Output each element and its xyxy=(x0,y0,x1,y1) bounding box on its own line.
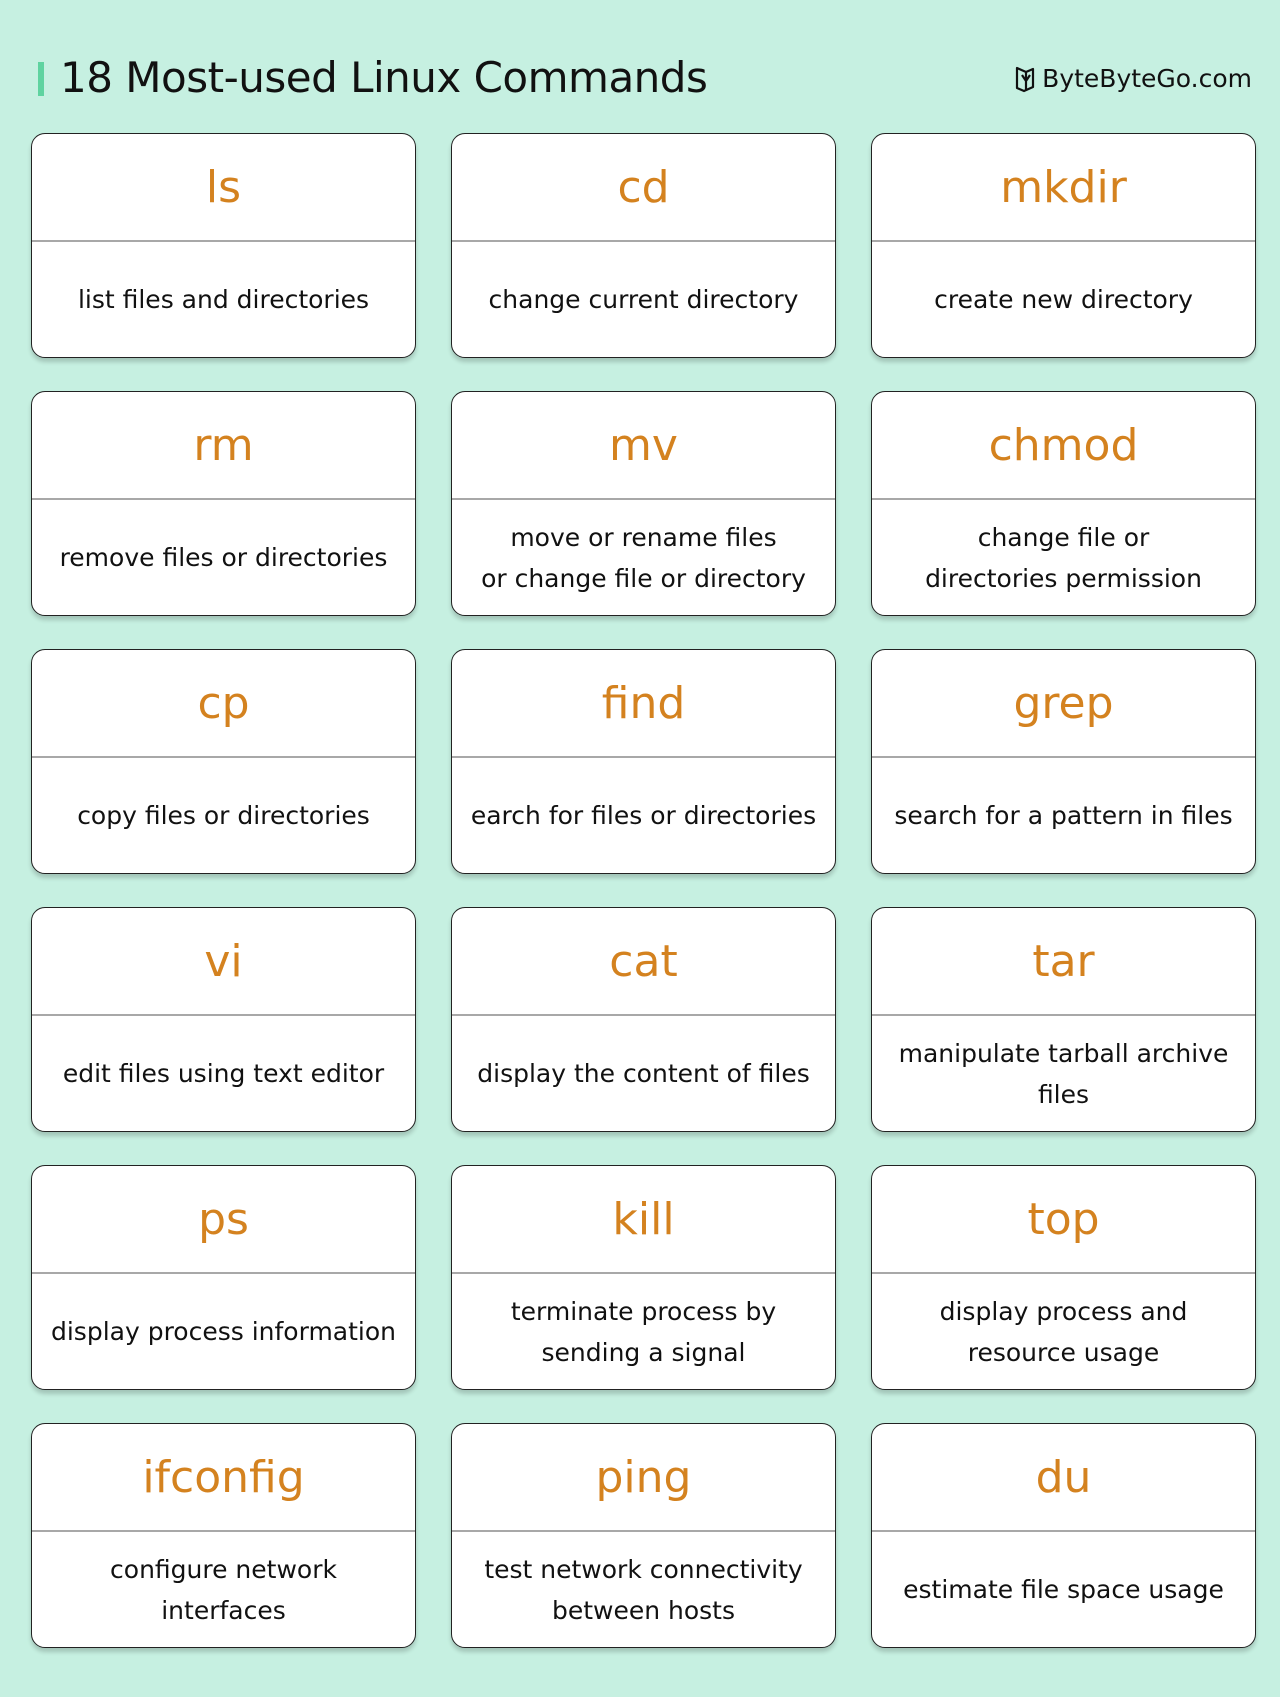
command-name: cd xyxy=(452,134,835,242)
command-card-ping xyxy=(451,1423,836,1648)
command-description: display the content of files xyxy=(477,1059,810,1088)
command-card-tar xyxy=(871,907,1256,1132)
command-name: grep xyxy=(872,650,1255,758)
command-description: display process information xyxy=(50,1317,397,1346)
command-description: test network connectivity between hosts xyxy=(484,1554,803,1625)
command-card-kill xyxy=(451,1165,836,1390)
command-name: ping xyxy=(452,1424,835,1532)
command-description: display process and resource usage xyxy=(939,1296,1188,1367)
command-name: top xyxy=(872,1166,1255,1274)
command-card-chmod xyxy=(871,391,1256,616)
command-description: terminate process by sending a signal xyxy=(510,1296,777,1367)
command-name: ls xyxy=(32,134,415,242)
command-card-ps xyxy=(31,1165,416,1390)
command-name: mkdir xyxy=(872,134,1255,242)
command-description: earch for files or directories xyxy=(470,801,817,830)
title-accent-bar xyxy=(38,62,44,96)
command-name: mv xyxy=(452,392,835,500)
command-card-ls xyxy=(31,133,416,358)
command-name: du xyxy=(872,1424,1255,1532)
command-name: chmod xyxy=(872,392,1255,500)
command-description: list files and directories xyxy=(77,285,370,314)
command-card-ifconfig xyxy=(31,1423,416,1648)
page-title: 18 Most-used Linux Commands xyxy=(60,53,708,102)
command-card-top xyxy=(871,1165,1256,1390)
command-card-grep xyxy=(871,649,1256,874)
command-description: manipulate tarball archive files xyxy=(898,1038,1229,1109)
command-name: ifconfig xyxy=(32,1424,415,1532)
command-card-mkdir xyxy=(871,133,1256,358)
command-card-du xyxy=(871,1423,1256,1648)
command-name: rm xyxy=(32,392,415,500)
command-description: search for a pattern in files xyxy=(894,801,1233,830)
command-name: vi xyxy=(32,908,415,1016)
command-description: create new directory xyxy=(934,285,1193,314)
bytebytego-logo-icon xyxy=(1014,65,1036,93)
command-name: ps xyxy=(32,1166,415,1274)
command-card-rm xyxy=(31,391,416,616)
header xyxy=(38,48,1252,108)
command-name: cp xyxy=(32,650,415,758)
command-description: edit files using text editor xyxy=(62,1059,385,1088)
command-description: configure network interfaces xyxy=(110,1554,337,1625)
command-name: tar xyxy=(872,908,1255,1016)
command-name: cat xyxy=(452,908,835,1016)
command-card-find xyxy=(451,649,836,874)
command-card-cat xyxy=(451,907,836,1132)
command-card-cd xyxy=(451,133,836,358)
command-card-mv xyxy=(451,391,836,616)
command-description: copy files or directories xyxy=(77,801,370,830)
command-name: kill xyxy=(452,1166,835,1274)
brand xyxy=(1014,64,1252,93)
brand-name: ByteByteGo.com xyxy=(1042,64,1252,93)
command-description: remove files or directories xyxy=(59,543,388,572)
command-card-vi xyxy=(31,907,416,1132)
command-card-cp xyxy=(31,649,416,874)
command-description: estimate file space usage xyxy=(903,1575,1224,1604)
command-description: change current directory xyxy=(488,285,799,314)
command-description: change file or directories permission xyxy=(925,522,1202,593)
command-name: find xyxy=(452,650,835,758)
command-grid xyxy=(31,133,1256,1648)
command-description: move or rename files or change file or directory xyxy=(481,522,806,593)
